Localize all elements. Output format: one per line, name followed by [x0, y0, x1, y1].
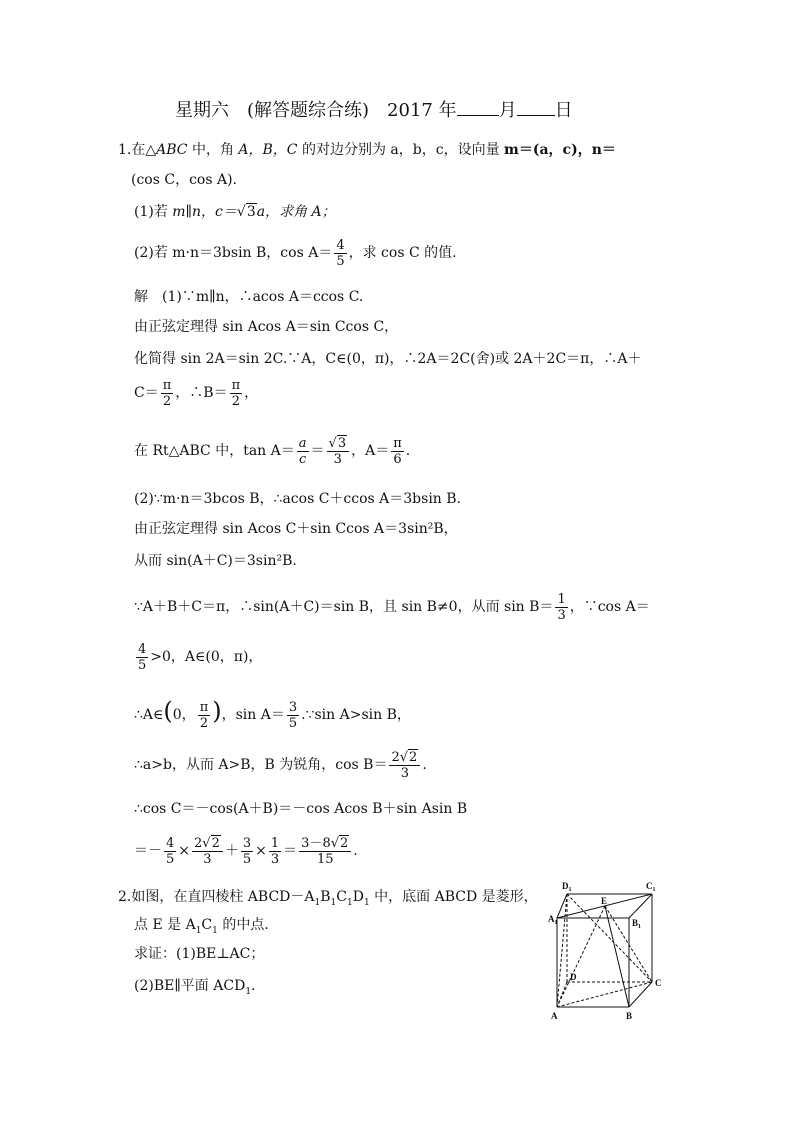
angle-abc: A，B，C: [238, 142, 302, 158]
text: 2.如图，在直四棱柱 ABCD－A: [118, 889, 315, 905]
text: 的对边分别为 a，b，c，设向量: [301, 142, 505, 158]
text: m∥n，c＝: [172, 204, 237, 220]
problem2-line4: [134, 977, 256, 1001]
numerator: 1: [270, 835, 280, 851]
text: ，sin A＝: [221, 707, 285, 723]
numerator: a: [298, 435, 307, 451]
diag-ac-hidden: [557, 982, 652, 1007]
denominator: 3: [270, 851, 280, 867]
text: .: [353, 843, 358, 859]
text: ＝－: [134, 843, 162, 859]
left-paren: (: [163, 697, 173, 725]
denominator: 2: [231, 393, 240, 409]
numerator: π: [199, 699, 209, 715]
fraction: [161, 378, 174, 409]
month-blank: [457, 101, 499, 116]
solution-line11: [134, 694, 411, 732]
fraction: [269, 836, 281, 867]
solution-line12: [134, 748, 427, 782]
text: B: [320, 889, 331, 905]
text: ，: [244, 385, 259, 401]
fraction: [241, 836, 253, 867]
solution-line5: [134, 434, 410, 468]
denominator: 6: [393, 451, 402, 467]
page-title: [175, 101, 573, 120]
text: ∵A＋B＋C＝π，∴sin(A＋C)＝sin B，且 sin B≠0，从而 sin B＝: [134, 599, 554, 615]
denominator: 2: [162, 393, 172, 409]
subscript: 1: [314, 897, 321, 908]
numerator: π: [231, 377, 241, 393]
text: ，∴B＝: [175, 385, 228, 401]
solution-line13: ∴cos C＝－cos(A＋B)＝－cos Acos B＋sin Asin B: [134, 801, 468, 817]
numerator: 4: [336, 237, 345, 253]
numerator: 2√2: [192, 836, 223, 852]
fraction: [334, 238, 346, 269]
text: .∵sin A>sin B，: [301, 707, 411, 723]
fraction: [555, 592, 567, 623]
text: ABC: [156, 142, 188, 158]
fraction: [391, 436, 404, 467]
day-label: 日: [554, 100, 573, 121]
numerator: √3: [327, 436, 350, 452]
problem2-line3: 求证：(1)BE⊥AC；: [134, 946, 265, 962]
text: 3: [337, 435, 347, 451]
denominator: 5: [138, 657, 147, 673]
numerator: 4: [166, 835, 175, 851]
text: .: [251, 978, 256, 994]
problem1-line2: (cos C，cos A).: [131, 172, 238, 188]
denominator: c: [299, 451, 307, 467]
solution-line14: [134, 834, 358, 868]
subscript: 1: [363, 897, 370, 908]
text: (2)BE∥平面 ACD: [134, 978, 246, 994]
fraction: [327, 436, 350, 467]
solution-line6: (2)∵m·n＝3bcos B，∴acos C＋ccos A＝3bsin B.: [134, 491, 462, 507]
text: 2: [409, 749, 418, 765]
text: D: [352, 889, 364, 905]
title-text: 星期六 (解答题综合练) 2017 年: [175, 100, 457, 121]
text: 2: [194, 835, 203, 851]
text: C＝: [134, 385, 159, 401]
text: 中，底面 ABCD 是菱形，: [369, 889, 538, 905]
numerator: 3: [288, 699, 298, 715]
text: 0，: [172, 707, 196, 723]
text: ∴a>b，从而 A>B，B 为锐角，cos B＝: [134, 757, 388, 773]
text: ∴A∈: [134, 707, 164, 723]
fraction: [230, 378, 243, 409]
denominator: 5: [166, 851, 175, 867]
label-a1: $A_1$: [548, 914, 558, 926]
text: ＝: [283, 843, 298, 859]
text: ，求 cos C 的值.: [348, 245, 457, 261]
label-a: A: [551, 1011, 558, 1021]
denominator: 5: [242, 851, 252, 867]
text: (2)若 m·n＝3bsin B，cos A＝: [134, 245, 333, 261]
fraction: [136, 642, 148, 673]
denominator: 3: [400, 765, 410, 781]
numerator: π: [393, 435, 402, 451]
fraction: [287, 700, 299, 731]
denominator: 3: [557, 607, 566, 623]
problem1-line1: [118, 141, 616, 159]
text: ，A＝: [351, 443, 390, 459]
text: ，∵cos A＝: [569, 599, 650, 615]
edge-b1c1: [629, 894, 652, 918]
numerator: 3－8√2: [299, 836, 351, 852]
subscript: 1: [245, 986, 252, 997]
numerator: 4: [138, 641, 147, 657]
solution-line2: 由正弦定理得 sin Acos A＝sin Ccos C，: [134, 319, 399, 335]
label-b: B: [626, 1011, 633, 1021]
text: a，求角 A；: [256, 204, 336, 220]
right-paren: ): [212, 697, 222, 725]
solution-line10: [134, 640, 262, 674]
text: ×: [178, 843, 191, 859]
text: m＝(a，c)，: [504, 142, 592, 158]
text: ＝: [310, 443, 325, 459]
fraction: [297, 436, 309, 467]
text: C: [336, 889, 347, 905]
solution-line1: 解 (1)∵m∥n，∴acos A＝ccos C.: [134, 289, 364, 305]
day-blank: [517, 101, 555, 116]
text: ＋: [224, 843, 239, 859]
text: 的中点.: [217, 917, 269, 933]
solution-line8: 从而 sin(A＋C)＝3sin²B.: [134, 553, 297, 569]
fraction: [192, 836, 223, 867]
text: n＝: [591, 142, 616, 158]
text: .: [422, 757, 427, 773]
prism-figure: [548, 878, 674, 1024]
denominator: 5: [336, 253, 345, 269]
fraction: [198, 700, 211, 731]
solution-line3: 化简得 sin 2A＝sin 2C.∵A，C∈(0，π)，∴2A＝2C(舍)或 2A＋2C＝π，∴A＋: [134, 351, 642, 367]
text: .: [405, 443, 411, 459]
label-b1: $B_1$: [632, 918, 642, 930]
text: C: [201, 917, 213, 933]
fraction: [299, 836, 351, 867]
text: ×: [255, 843, 267, 859]
label-c1: $C_1$: [646, 881, 656, 893]
text: 3: [246, 204, 256, 220]
text: 3－8: [301, 835, 331, 851]
numerator: 1: [557, 591, 566, 607]
fraction: [164, 836, 176, 867]
denominator: 3: [203, 851, 212, 867]
subscript: 1: [330, 897, 337, 908]
problem1-part1: [134, 203, 336, 221]
seg-eb: [605, 906, 629, 1007]
subscript: 1: [212, 925, 218, 936]
solution-line9: [134, 590, 650, 624]
sqrt-icon: √: [236, 204, 246, 220]
numerator: 3: [242, 835, 252, 851]
denominator: 15: [316, 851, 334, 867]
text: 2: [391, 749, 400, 765]
denominator: 3: [333, 451, 342, 467]
subscript: 1: [347, 897, 353, 908]
solution-line7: 由正弦定理得 sin Acos C＋sin Ccos A＝3sin²B，: [134, 521, 458, 537]
text: 在 Rt△ABC 中，tan A＝: [134, 443, 295, 459]
problem1-part2: [134, 236, 457, 270]
problem2-line2: [134, 916, 269, 940]
text: (1)若: [134, 204, 173, 220]
text: 中，角: [187, 142, 239, 158]
text: 点 E 是 A: [134, 917, 196, 933]
solution-line4: [134, 376, 258, 410]
subscript: 1: [195, 925, 202, 936]
label-d: D: [570, 972, 577, 982]
text: >0，A∈(0，π)，: [150, 649, 263, 665]
label-e: E: [601, 896, 608, 906]
text: 2: [340, 835, 349, 851]
label-d1: $D_1$: [562, 881, 572, 893]
problem2-line1: [118, 888, 538, 912]
numerator: 2√2: [389, 750, 420, 766]
numerator: π: [162, 377, 172, 393]
text: 1.在△: [118, 142, 157, 158]
fraction: [389, 750, 420, 781]
denominator: 2: [199, 715, 209, 731]
denominator: 5: [288, 715, 298, 731]
text: 2: [211, 835, 220, 851]
month-label: 月: [498, 100, 517, 121]
edge-bc: [629, 982, 652, 1007]
label-c: C: [655, 978, 662, 988]
